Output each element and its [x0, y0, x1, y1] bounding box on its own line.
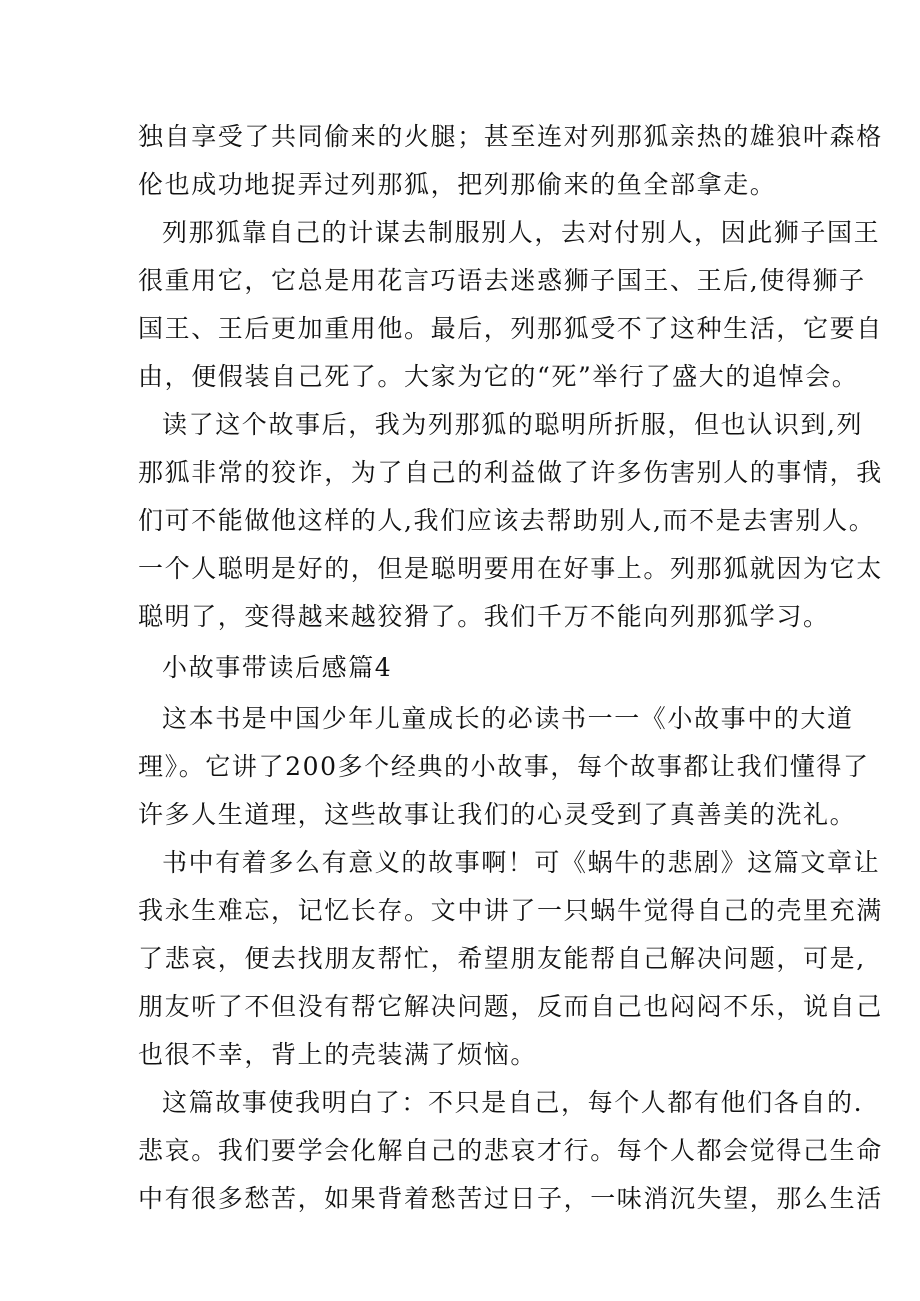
text-line: 那狐非常的狡诈，为了自己的利益做了许多伤害别人的事情，我 — [138, 458, 883, 487]
text-line: 读了这个故事后，我为列那狐的聪明所折服，但也认识到,列 — [162, 410, 864, 439]
text-line: 也很不幸，背上的壳装满了烦恼。 — [138, 1040, 538, 1069]
text-line: 我永生难忘，记忆长存。文中讲了一只蜗牛觉得自己的壳里充满 — [138, 896, 883, 925]
text-line: 这篇故事使我明白了：不只是自己，每个人都有他们各自的. — [162, 1088, 864, 1117]
heading-text: 小故事带读后感篇4 — [162, 653, 393, 682]
text-line: 许多人生道理，这些故事让我们的心灵受到了真善美的洗礼。 — [138, 800, 857, 829]
text-line: 朋友听了不但没有帮它解决问题，反而自己也闷闷不乐，说自己 — [138, 992, 883, 1021]
text-line: 列那狐靠自己的计谋去制服别人，去对付别人，因此狮子国王 — [162, 218, 881, 247]
text-line: 伦也成功地捉弄过列那狐，把列那偷来的鱼全部拿走。 — [138, 170, 777, 199]
text-line: 理》。它讲了200多个经典的小故事，每个故事都让我们懂得了 — [138, 752, 870, 781]
text-line: 聪明了，变得越来越狡猾了。我们千万不能向列那狐学习。 — [138, 602, 830, 631]
text-line: 很重用它，它总是用花言巧语去迷惑狮子国王、王后,使得狮子 — [138, 266, 866, 295]
text-line: 这本书是中国少年儿童成长的必读书一一《小故事中的大道 — [162, 704, 854, 733]
text-line: 由，便假装自己死了。大家为它的“死”举行了盛大的追悼会。 — [138, 362, 859, 391]
text-line: 书中有着多么有意义的故事啊！可《蜗牛的悲剧》这篇文章让 — [162, 848, 881, 877]
text-line: 悲哀。我们要学会化解自己的悲哀才行。每个人都会觉得己生命 — [138, 1136, 883, 1165]
text-line: 国王、王后更加重用他。最后，列那狐受不了这种生活，它要自 — [138, 314, 883, 343]
text-line: 中有很多愁苦，如果背着愁苦过日子，一味消沉失望，那么生活 — [138, 1184, 883, 1213]
text-line: 们可不能做他这样的人,我们应该去帮助别人,而不是去害别人。 — [138, 506, 876, 535]
text-line: 一个人聪明是好的，但是聪明要用在好事上。列那狐就因为它太 — [138, 554, 883, 583]
text-line: 独自享受了共同偷来的火腿；甚至连对列那狐亲热的雄狼叶森格 — [138, 122, 883, 151]
text-line: 了悲哀，便去找朋友帮忙，希望朋友能帮自己解决问题，可是, — [138, 944, 866, 973]
